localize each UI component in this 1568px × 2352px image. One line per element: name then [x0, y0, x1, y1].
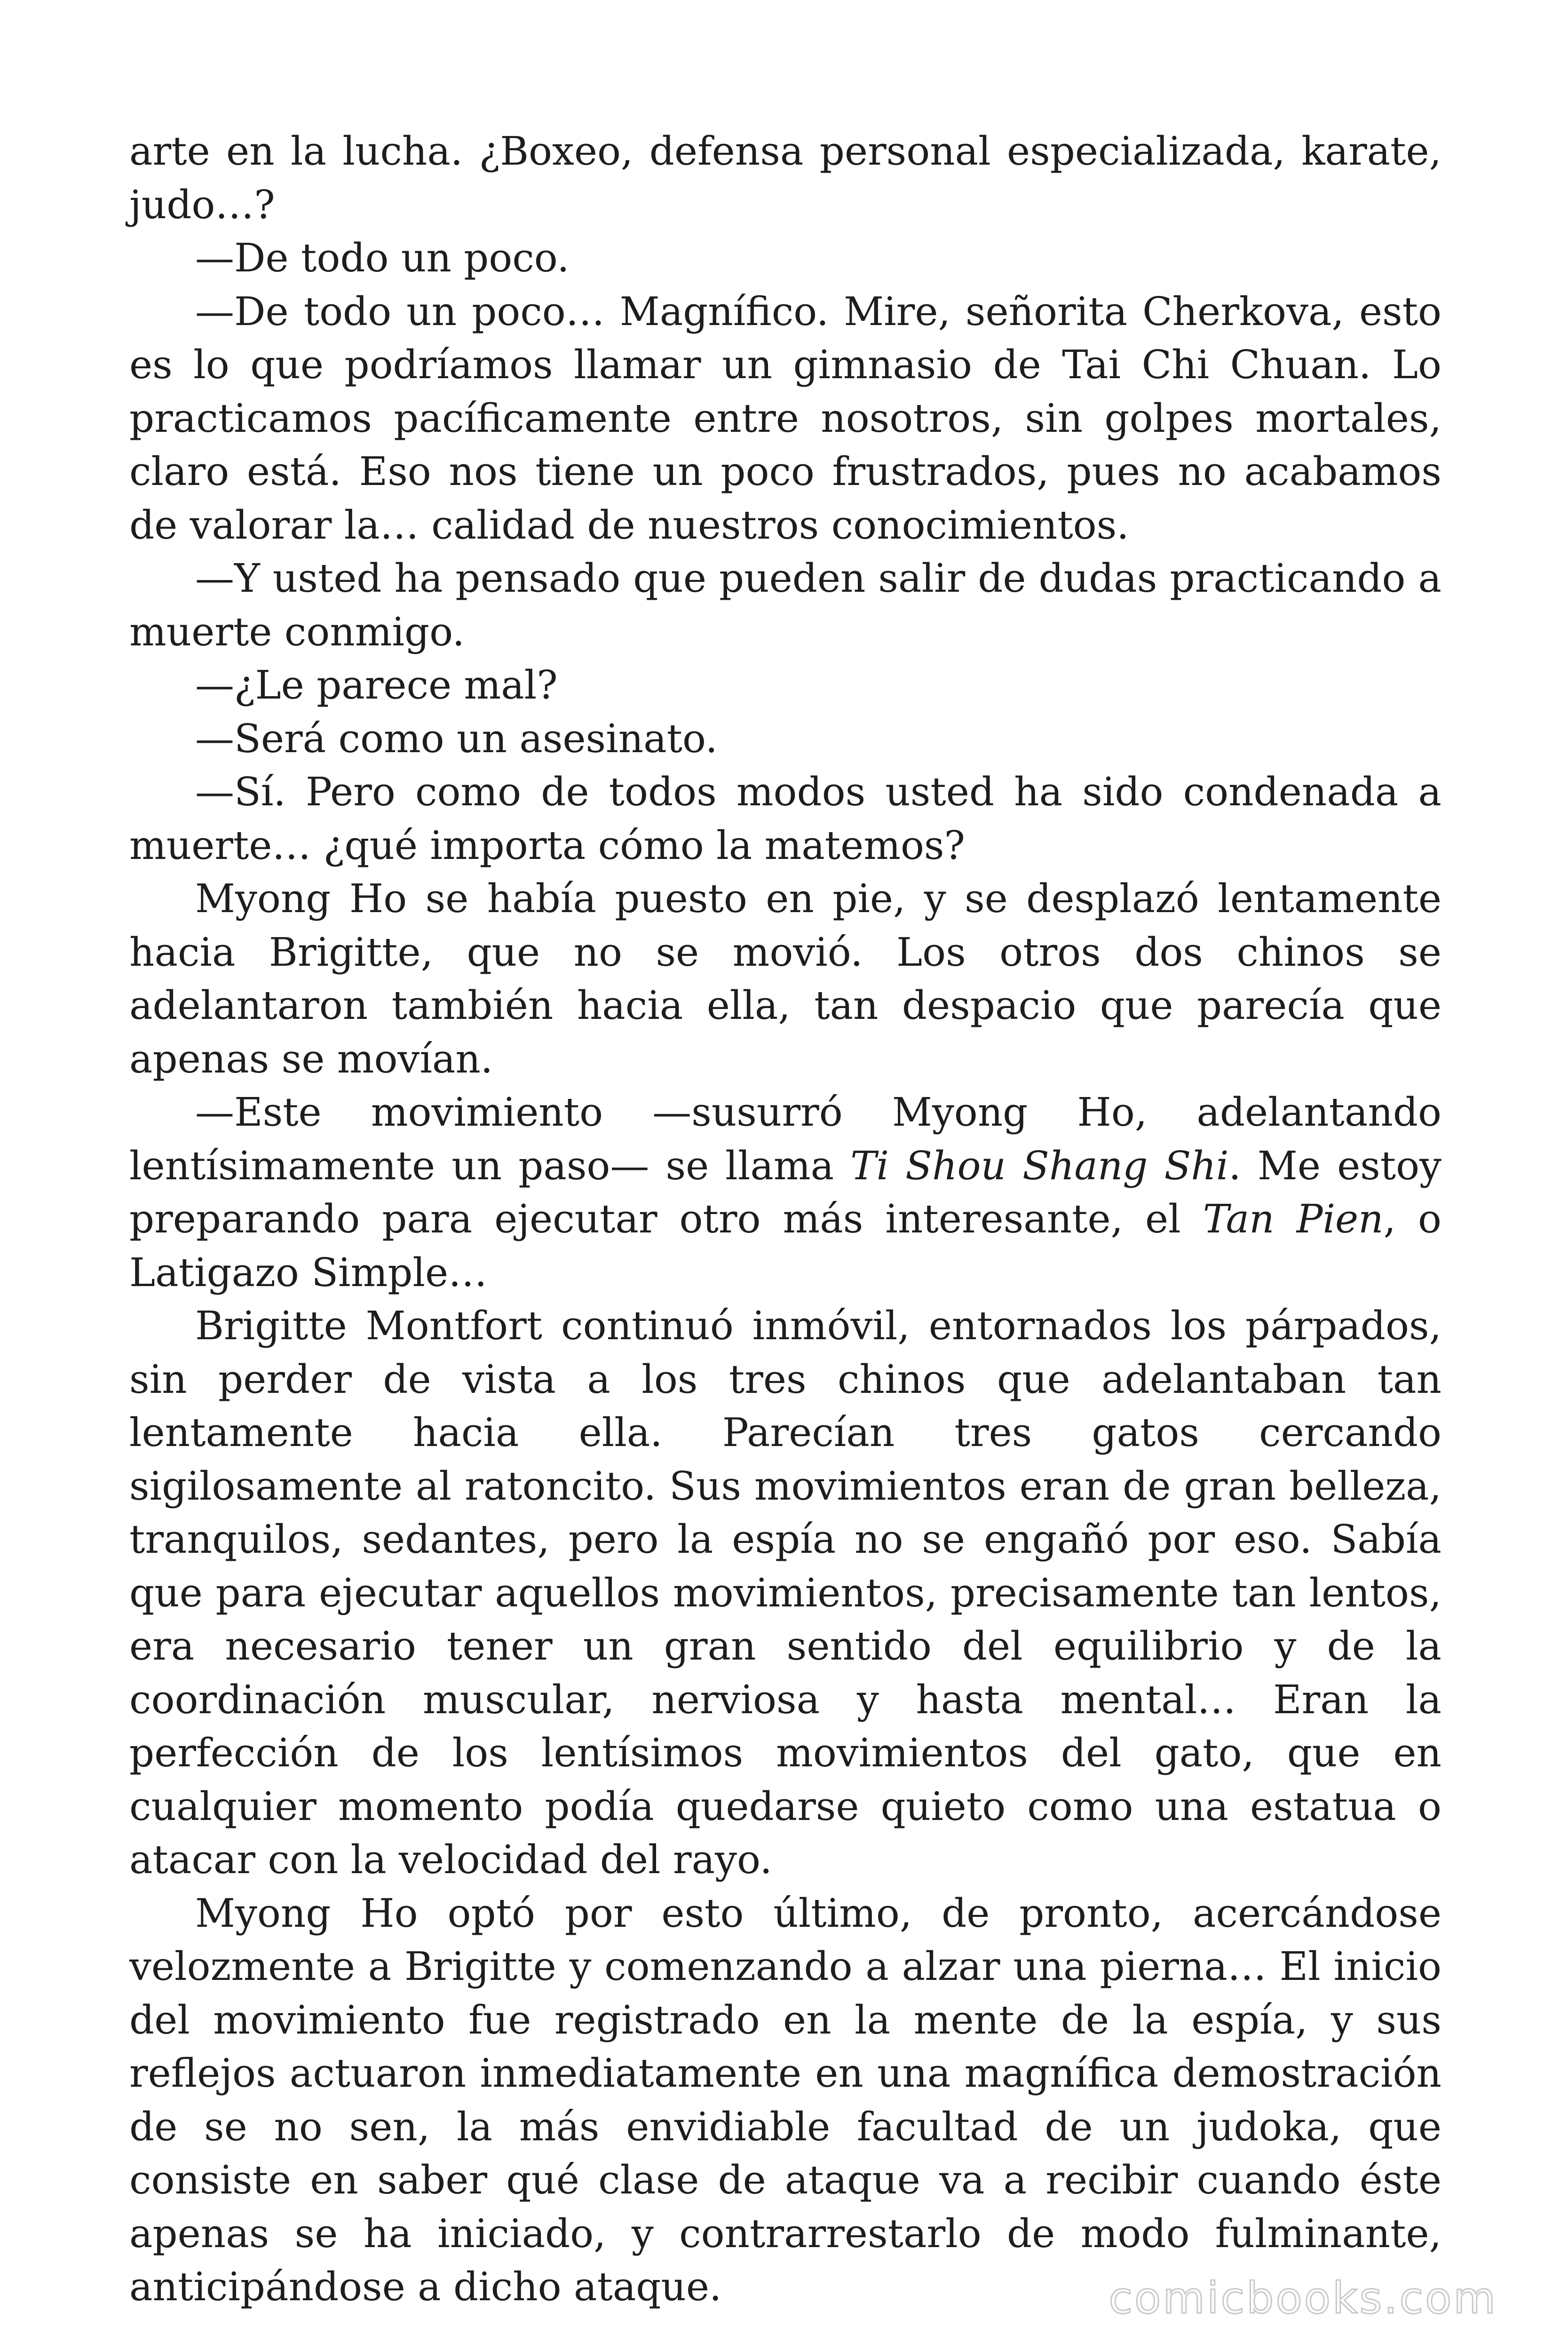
italic-term: Ti Shou Shang Shi	[850, 1143, 1229, 1189]
paragraph-text: Brigitte Montfort continuó inmóvil, entornados los párpados, sin perder de vista a los tres chinos que adelantaban tan lentamente hacia ella. Parecían tres gatos cercando sigilosamente al ratoncito. Sus movimientos eran de gran belleza, tranquilos, sedantes, pero la espía no se engañó por eso. Sabía que para ejecutar aquellos movimientos, precisamente tan lentos, era necesario tener un gran sentido del equilibrio y de la coordinación muscular, nerviosa y hasta mental… Eran la perfección de los lentísimos movimientos del gato, que en cualquier momento podía quedarse quieto como una estatua o atacar con la velocidad del rayo.	[129, 1303, 1441, 1883]
paragraph-text: —Este movimiento —susurró Myong Ho, adelantando lentísimamente un paso— se llama	[129, 1089, 1441, 1189]
italic-term: Tan Pien	[1203, 1196, 1384, 1242]
paragraph-text: . Me estoy preparando para ejecutar otro más interesante, el	[129, 1143, 1441, 1242]
paragraph-text: —Sí. Pero como de todos modos usted ha sido condenada a muerte… ¿qué importa cómo la matemos?	[129, 769, 1441, 868]
paragraph	[129, 285, 1441, 552]
paragraph	[129, 552, 1441, 659]
paragraph	[129, 872, 1441, 1086]
body-text	[129, 125, 1441, 2314]
paragraph-text: —De todo un poco… Magnífico. Mire, señorita Cherkova, esto es lo que podríamos llamar un gimnasio de Tai Chi Chuan. Lo practicamos pacíficamente entre nosotros, sin golpes mortales, claro está. Eso nos tiene un poco frustrados, pues no acabamos de valorar la… calidad de nuestros conocimientos.	[129, 288, 1441, 548]
paragraph	[129, 1887, 1441, 2314]
paragraph-text: arte en la lucha. ¿Boxeo, defensa personal especializada, karate, judo…?	[129, 128, 1441, 228]
paragraph-text: —De todo un poco.	[195, 235, 570, 281]
paragraph	[129, 1299, 1441, 1887]
paragraph-text: , o Latigazo Simple…	[129, 1196, 1441, 1295]
paragraph-text: —Y usted ha pensado que pueden salir de dudas practicando a muerte conmigo.	[129, 556, 1441, 655]
watermark-logo: comicbooks.com	[1109, 2273, 1497, 2323]
paragraph	[129, 1086, 1441, 1299]
paragraph-text: —Será como un asesinato.	[195, 715, 718, 762]
paragraph-text: —¿Le parece mal?	[195, 662, 558, 708]
paragraph	[129, 125, 1441, 231]
paragraph	[129, 231, 1441, 285]
paragraph-text: Myong Ho se había puesto en pie, y se desplazó lentamente hacia Brigitte, que no se movió. Los otros dos chinos se adelantaron también hacia ella, tan despacio que parecía que apenas se movían.	[129, 876, 1441, 1082]
paragraph-text: Myong Ho optó por esto último, de pronto, acercándose velozmente a Brigitte y comenzando a alzar una pierna… El inicio del movimiento fue registrado en la mente de la espía, y sus reflejos actuaron inmediatamente en una magnífica demostración de se no sen, la más envidiable facultad de un judoka, que consiste en saber qué clase de ataque va a recibir cuando éste apenas se ha iniciado, y contrarrestarlo de modo fulminante, anticipándose a dicho ataque.	[129, 1890, 1441, 2310]
paragraph	[129, 659, 1441, 712]
paragraph	[129, 765, 1441, 872]
paragraph	[129, 712, 1441, 766]
